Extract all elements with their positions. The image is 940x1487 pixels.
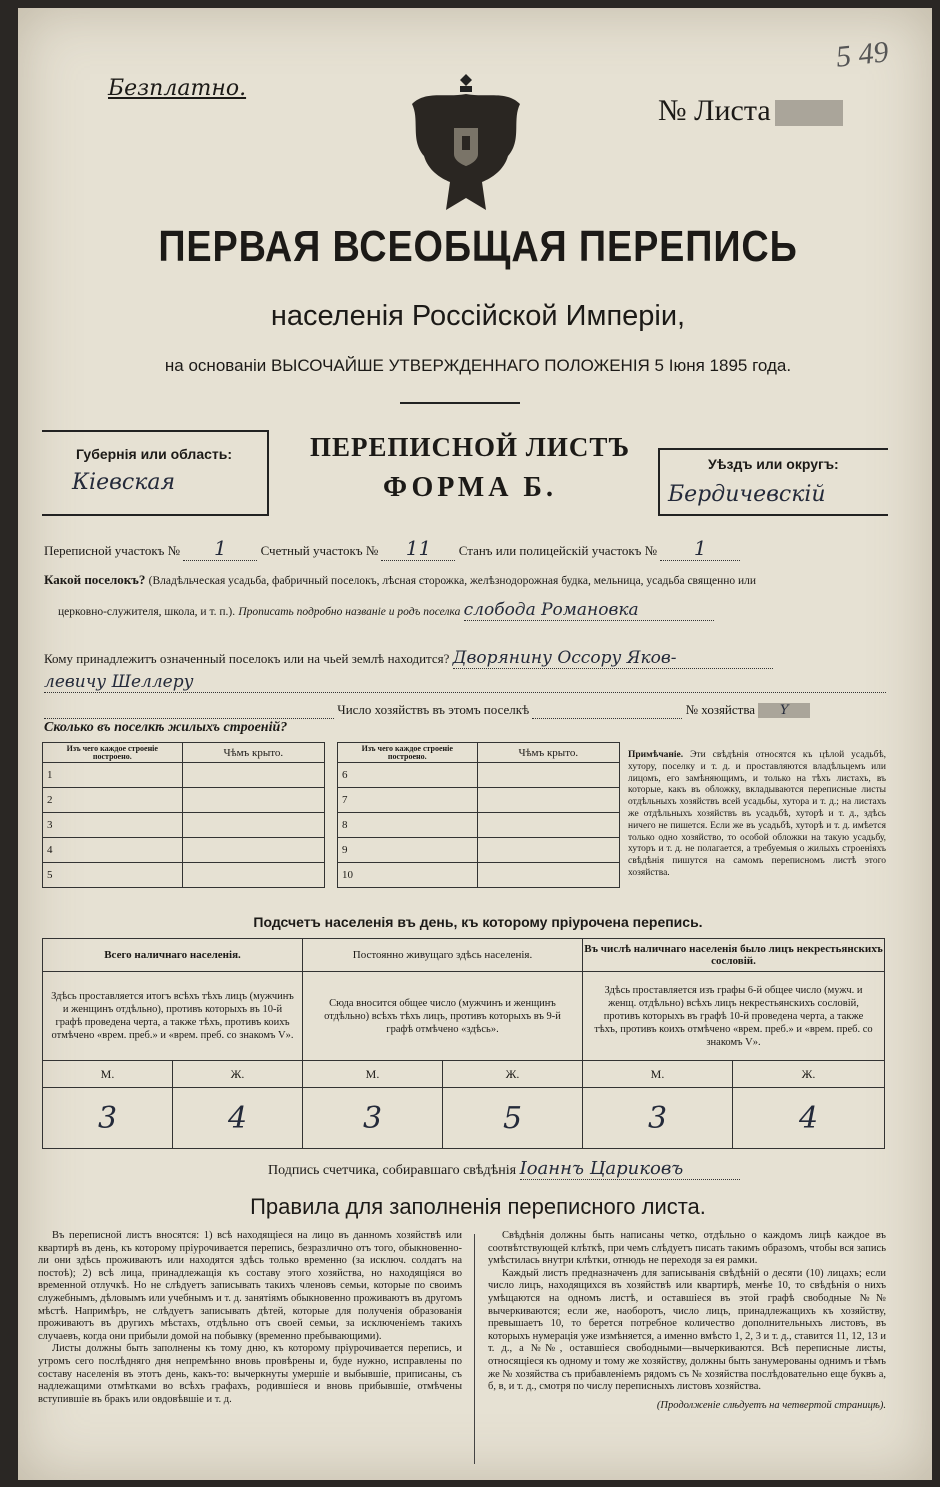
col-permanent-header: Постоянно живущаго здѣсь населенія. bbox=[303, 939, 583, 972]
stan-value: 1 bbox=[660, 536, 740, 561]
settlement-hint-2: церковно-служителя, школа, и т. п.). bbox=[58, 606, 236, 618]
owner-row-2 bbox=[44, 672, 886, 693]
main-title: ПЕРВАЯ ВСЕОБЩАЯ ПЕРЕПИСЬ bbox=[158, 222, 798, 271]
col-roof-right: Чѣмъ крыто. bbox=[477, 743, 619, 763]
col-nonpeasant-header: Въ числѣ наличнаго населенія было лицъ некрестьянскихъ сословій. bbox=[583, 939, 885, 972]
buildings-table bbox=[42, 742, 620, 888]
rules-left-column bbox=[38, 1230, 462, 1406]
form-title: ПЕРЕПИСНОЙ ЛИСТЪ bbox=[309, 432, 631, 462]
male-label: М. bbox=[303, 1061, 443, 1088]
row-num-right: 8 bbox=[337, 813, 477, 838]
form-subtitle: ФОРМА Б. bbox=[383, 472, 557, 503]
row-num-left: 4 bbox=[43, 838, 183, 863]
row-num-right: 10 bbox=[337, 863, 477, 888]
district-label: Уѣздъ или округъ: bbox=[708, 456, 839, 472]
row-num-left: 1 bbox=[43, 763, 183, 788]
imperial-eagle-emblem bbox=[406, 70, 526, 220]
census-area-label: Переписной участокъ № bbox=[44, 543, 181, 558]
count-title: Подсчетъ населенія въ день, къ которому пріурочена перепись. bbox=[253, 914, 703, 930]
buildings-label: Сколько въ поселкѣ жилыхъ строеній? bbox=[44, 720, 288, 735]
col-nonpeasant-desc: Здѣсь проставляется изъ графы 6-й общее число (мужч. и женщ. отдѣльно) всѣхъ лицъ некрестьянскихъ сословій, противъ которыхъ въ графѣ 10-й проведена черта, а также тѣхъ, противъ коихъ отмѣчено «врем. преб.» и «врем. преб. со знакомъ V». bbox=[583, 972, 885, 1061]
households-label: Число хозяйствъ въ этомъ поселкѣ bbox=[337, 702, 530, 717]
province-value: Кіевская bbox=[72, 470, 176, 495]
owner-value-1: Дворянину Оссору Яков- bbox=[453, 648, 773, 669]
permanent-female-value: 5 bbox=[443, 1088, 583, 1149]
col-total-header: Всего наличнаго населенія. bbox=[43, 939, 303, 972]
total-male-value: 3 bbox=[43, 1088, 173, 1149]
rules-right-p1: Свѣдѣнія должны быть написаны четко, отдѣльно о каждомъ лицѣ каждое въ соотвѣтствующей клѣткѣ, при чемъ слѣдуетъ писать такимъ образомъ, чтобы вся запись умѣстилась внутри клѣтки, отнюдь не переходя за ея рамки. bbox=[488, 1230, 886, 1267]
sheet-number-box bbox=[775, 100, 843, 126]
count-area-label: Счетный участокъ № bbox=[260, 543, 379, 558]
census-area-value: 1 bbox=[183, 536, 257, 561]
households-row bbox=[44, 702, 886, 719]
row-num-right: 9 bbox=[337, 838, 477, 863]
settlement-hint: (Владѣльческая усадьба, фабричный поселокъ, лѣсная сторожка, желѣзнодорожная будка, мельница, усадьба священно или bbox=[148, 575, 757, 587]
settlement-row-2 bbox=[58, 600, 878, 621]
col-total-desc: Здѣсь проставляется итогъ всѣхъ тѣхъ лицъ (мужчинъ и женщинъ отдѣльно), противъ которыхъ въ 10-й графѣ проведена черта, а также тѣхъ, противъ коихъ отмѣчено «врем. преб.» и «врем. преб. со знакомъ V». bbox=[43, 972, 303, 1061]
total-female-value: 4 bbox=[173, 1088, 303, 1149]
note-label: Примѣчаніе. bbox=[628, 750, 684, 760]
female-label: Ж. bbox=[733, 1061, 885, 1088]
household-no-label: № хозяйства bbox=[685, 702, 756, 717]
column-divider bbox=[474, 1234, 475, 1464]
row-num-left: 3 bbox=[43, 813, 183, 838]
households-blank bbox=[44, 702, 334, 719]
stan-label: Станъ или полицейскій участокъ № bbox=[458, 543, 658, 558]
female-label: Ж. bbox=[173, 1061, 303, 1088]
corner-mark: 5 49 bbox=[834, 35, 891, 74]
row-num-right: 7 bbox=[337, 788, 477, 813]
sheet-number bbox=[658, 94, 843, 128]
settlement-value: слобода Романовка bbox=[464, 600, 714, 621]
owner-value-2: левичу Шеллеру bbox=[44, 672, 886, 693]
rules-right-p2: Каждый листъ предназначенъ для записыванія свѣдѣній о десяти (10) лицахъ; если число лицъ, находящихся въ хозяйствѣ или квартирѣ, менѣе 10, то свѣдѣнія о нихъ умѣщаются на одномъ листѣ, и оставшіеся въ этой графѣ свободные №№ вычеркиваются; если же, наоборотъ, число лицъ, принадлежащихъ къ хозяйству, превышаетъ 10, то берется потребное количество дополнительныхъ листовъ, въ которыхъ нумерація уже измѣняется, а именно вмѣсто 1, 2, 3 и т. д., ставится 11, 12, 13 и т. д., а №№, оставшіеся свободными—вычеркиваются. Всѣ переписные листы, относящіеся къ одному и тому же хозяйству, должны быть занумерованы однимъ и тѣмъ же № хозяйства съ прибавленіемъ рядомъ съ № хозяйства послѣдовательно еще буквъ а, б, в, и т. д., смотря по числу переписныхъ листовъ хозяйства. bbox=[488, 1267, 886, 1393]
row-num-left: 5 bbox=[43, 863, 183, 888]
census-sheet bbox=[18, 8, 932, 1480]
rules-right-column bbox=[488, 1230, 886, 1412]
settlement-label: Какой поселокъ? bbox=[44, 572, 146, 587]
sheet-number-label: № Листа bbox=[658, 94, 771, 127]
divider bbox=[400, 402, 520, 404]
areas-row bbox=[44, 536, 894, 561]
population-count-table bbox=[42, 938, 885, 1149]
note-text: Эти свѣдѣнія относятся къ цѣлой усадьбѣ, хутору, поселку и т. д. и проставляются владѣльцемъ или лицомъ, его замѣняющимъ, и только на тѣхъ листахъ, въ которые, какъ въ обложку, вкладываются переписные листы отдѣльныхъ хозяйствъ всей усадьбы, хутора и т. д.; на листахъ же отдѣльныхъ хозяйствъ въ усадьбѣ, хуторѣ и т. д., здѣсь ничего не пишется. Если же въ усадьбѣ, хуторѣ и т. д. имѣется только одно хозяйство, то особой обложки на такую усадьбу, хуторъ и т. д. не полагается, а требуемыя о жилыхъ строеніяхъ свѣдѣнія пишутся на самомъ переписномъ листѣ этого хозяйства. bbox=[628, 750, 887, 878]
households-blank-2 bbox=[532, 702, 682, 719]
note-block bbox=[628, 750, 886, 880]
rules-left-p1: Въ переписной листъ вносятся: 1) всѣ находящіеся на лицо въ данномъ хозяйствѣ или квартирѣ въ день, къ которому пріурочивается перепись, безразлично отъ того, обыкновенно-ли они здѣсь проживаютъ или находятся здѣсь только временно (за исключ. солдатъ на постоѣ); 2) всѣ лица, принадлежащія къ составу этого хозяйства, но находящіяся во временной отлучкѣ. Но не слѣдуетъ записывать такихъ членовъ семьи, которые по своимъ служебнымъ, дѣловымъ или учебнымъ и т. д. занятіямъ обыкновенно проживаютъ въ другомъ мѣстѣ. Напримѣръ, не слѣдуетъ записывать дѣтей, которые для полученія образованія проживаютъ въ другихъ мѣстахъ, отдѣльно отъ своей семьи, за исключеніемъ такихъ случаевъ, когда они прибыли домой на побывку (временно пребывающими). bbox=[38, 1230, 462, 1342]
female-label: Ж. bbox=[443, 1061, 583, 1088]
settlement-instruction: Прописать подробно названіе и родъ поселка bbox=[238, 606, 461, 618]
rules-title: Правила для заполненія переписного листа. bbox=[250, 1194, 706, 1219]
male-label: М. bbox=[43, 1061, 173, 1088]
household-no-value: Y bbox=[758, 703, 810, 718]
col-material-left: Изъ чего каждое строеніе построено. bbox=[43, 743, 183, 763]
owner-row bbox=[44, 648, 894, 669]
subtitle: населенія Россійской Имперіи, bbox=[270, 300, 686, 332]
row-num-left: 2 bbox=[43, 788, 183, 813]
district-value: Бердичевскій bbox=[668, 482, 826, 507]
rules-left-p2: Листы должны быть заполнены къ тому дню, къ которому пріурочивается перепись, и утромъ сего послѣдняго дня непремѣнно вновь провѣрены и, буде нужно, исправлены по составу населенія въ этотъ день, какъ-то: вычеркнуты умершіе и выбывшіе, приписаны, съ надлежащими отмѣтками во всѣхъ графахъ, родившіеся и вновь прибывшіе, отмѣчены вступившіе въ бракъ или овдовѣвшіе и т. д. bbox=[38, 1343, 462, 1405]
male-label: М. bbox=[583, 1061, 733, 1088]
province-label: Губернія или область: bbox=[76, 446, 233, 462]
permanent-male-value: 3 bbox=[303, 1088, 443, 1149]
signature-row bbox=[268, 1158, 740, 1180]
nonpeasant-male-value: 3 bbox=[583, 1088, 733, 1149]
signature-value: Іоаннъ Цариковъ bbox=[520, 1158, 740, 1180]
decree-line: на основаніи ВЫСОЧАЙШЕ УТВЕРЖДЕННАГО ПОЛОЖЕНІЯ 5 Іюня 1895 года. bbox=[164, 356, 792, 375]
signature-label: Подпись счетчика, собиравшаго свѣдѣнія bbox=[268, 1163, 517, 1178]
owner-label: Кому принадлежитъ означенный поселокъ или на чьей землѣ находится? bbox=[44, 651, 450, 666]
col-permanent-desc: Сюда вносится общее число (мужчинъ и женщинъ отдѣльно) всѣхъ тѣхъ лицъ, противъ которыхъ въ 9-й графѣ отмѣчено «здѣсь». bbox=[303, 972, 583, 1061]
nonpeasant-female-value: 4 bbox=[733, 1088, 885, 1149]
free-label: Безплатно. bbox=[108, 76, 247, 101]
rules-continued: (Продолженіе слѣдуетъ на четвертой страницѣ). bbox=[656, 1399, 886, 1411]
count-area-value: 11 bbox=[381, 536, 455, 561]
row-num-right: 6 bbox=[337, 763, 477, 788]
col-material-right: Изъ чего каждое строеніе построено. bbox=[337, 743, 477, 763]
col-roof-left: Чѣмъ крыто. bbox=[182, 743, 324, 763]
settlement-row bbox=[44, 572, 894, 588]
